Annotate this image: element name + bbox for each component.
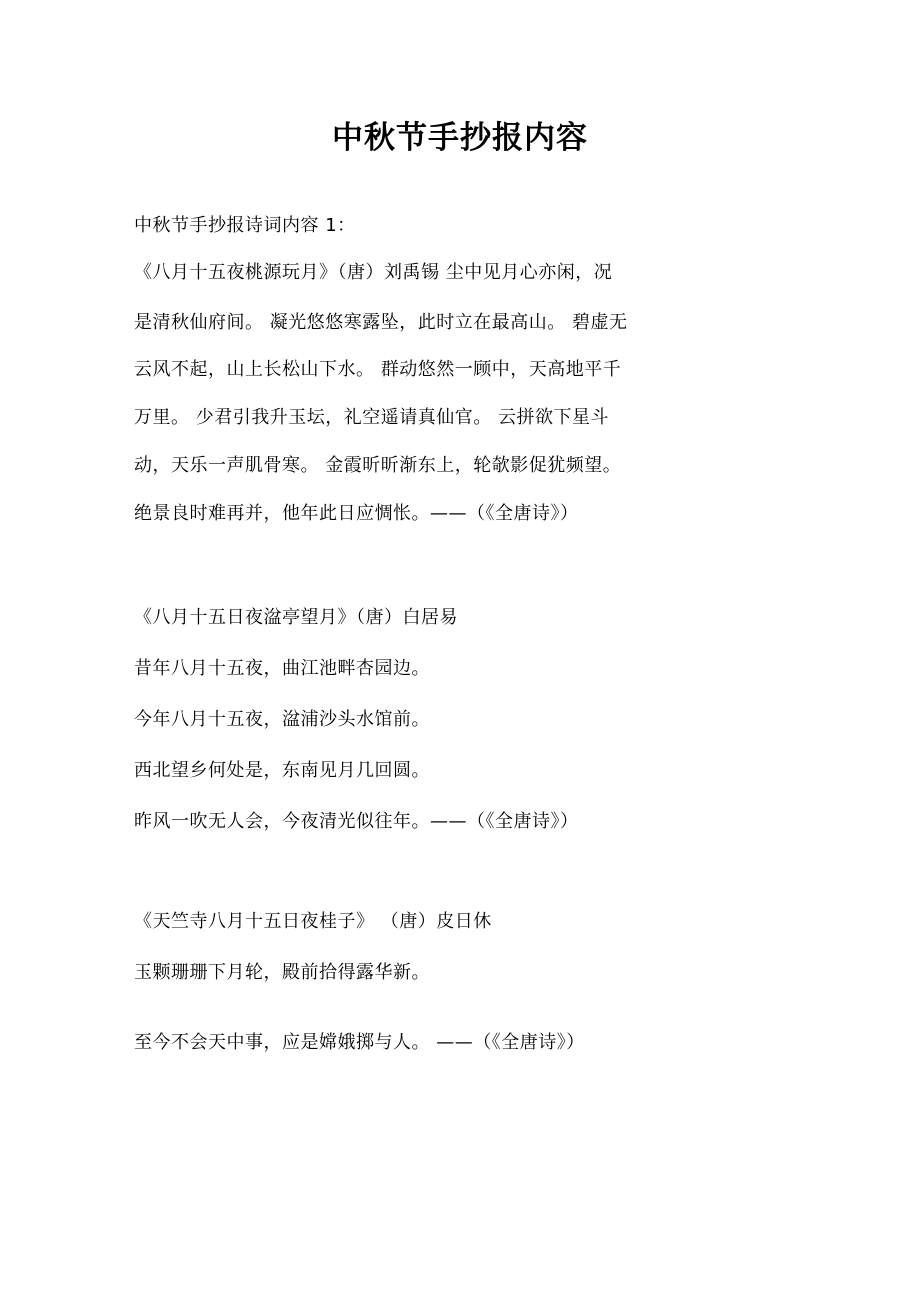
poem-line: 是清秋仙府间。 凝光悠悠寒露坠，此时立在最高山。 碧虚无: [134, 312, 628, 333]
poem-line: 万里。 少君引我升玉坛，礼空遥请真仙官。 云拼欲下星斗: [134, 407, 609, 428]
intro-line: 中秋节手抄报诗词内容 1：: [134, 215, 356, 236]
poem-line: 《天竺寺八月十五日夜桂子》 （唐）皮日休: [134, 911, 492, 932]
poem-line: 昨风一吹无人会，今夜清光似往年。——（《全唐诗》）: [134, 811, 579, 832]
poem-line: 今年八月十五夜，湓浦沙头水馆前。: [134, 709, 430, 730]
poem-line: 绝景良时难再并，他年此日应惆怅。——（《全唐诗》）: [134, 503, 579, 524]
poem-line: 动，天乐一声肌骨寒。 金霞昕昕渐东上，轮欹影促犹频望。: [134, 455, 622, 476]
poem-line: 《八月十五日夜湓亭望月》（唐）白居易: [134, 607, 458, 628]
poem-line: 《八月十五夜桃源玩月》（唐）刘禹锡 尘中见月心亦闲，况: [134, 262, 613, 283]
poem-line: 西北望乡何处是，东南见月几回圆。: [134, 760, 430, 781]
page-title: 中秋节手抄报内容: [332, 120, 588, 156]
poem-line: 昔年八月十五夜，曲江池畔杏园边。: [134, 658, 430, 679]
poem-line: 至今不会天中事，应是嫦娥掷与人。 ——（《全唐诗》）: [134, 1032, 585, 1053]
poem-line: 玉颗珊珊下月轮，殿前拾得露华新。: [134, 962, 430, 983]
poem-line: 云风不起，山上长松山下水。 群动悠然一顾中，天高地平千: [134, 359, 622, 380]
